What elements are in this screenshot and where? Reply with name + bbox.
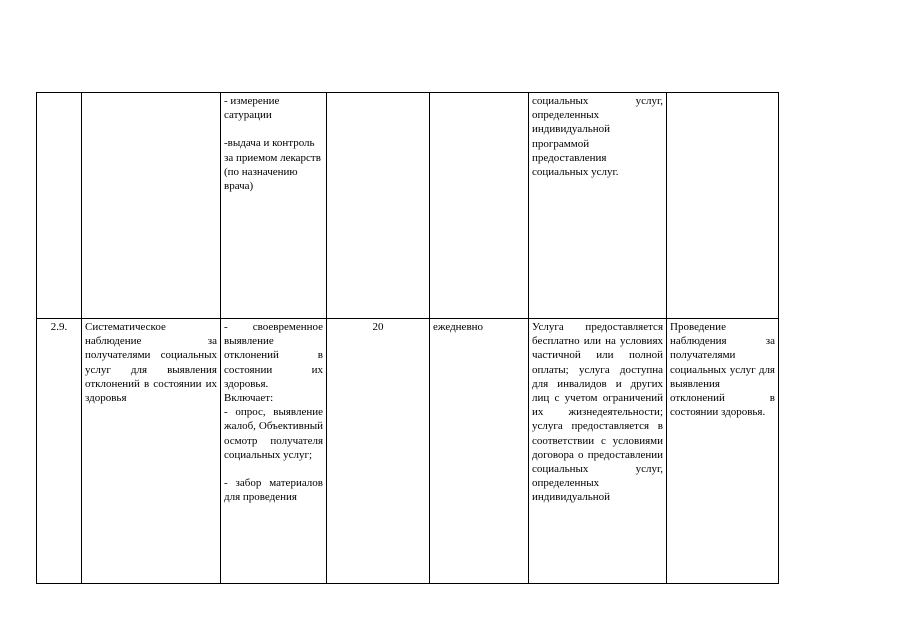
cell-conditions: [529, 319, 667, 584]
result-text: Проведение наблюдения за получателями социальных услуг для выявления отклонений в состоянии здоровья.: [670, 321, 775, 419]
cell-service-name: [82, 319, 221, 584]
table-row-2-9: [37, 319, 779, 584]
cell-service-name: [82, 93, 221, 319]
content-examination: - опрос, выявление жалоб, Объективный осмотр получателя социальных услуг;: [224, 406, 323, 461]
content-sampling: - забор материалов для проведения: [224, 477, 323, 504]
cell-service-content: [221, 319, 327, 584]
content-saturation: - измерение сатурации: [224, 95, 280, 122]
table-row-continued: [37, 93, 779, 319]
services-table: [36, 92, 779, 584]
content-medication: -выдача и контроль за приемом лекарств (по назначению врача): [224, 137, 321, 193]
service-number: 2.9.: [50, 321, 68, 333]
conditions-text: Услуга предоставляется бесплатно или на условиях частичной или полной оплаты; услуга доступна для инвалидов и других лиц с учетом ограничений их жизнедеятельности; услуга предоставляется в соответствии с условиями договора о предоставлении социальных услуг, определенных индивидуальной: [532, 321, 663, 504]
content-includes: Включает:: [224, 392, 274, 405]
cell-number: [37, 319, 82, 584]
cell-service-content: [221, 93, 327, 319]
cell-conditions: [529, 93, 667, 319]
cell-number: [37, 93, 82, 319]
service-name: Систематическое наблюдение за получателями социальных услуг для выявления отклонений в состоянии их здоровья: [85, 321, 217, 405]
conditions-text: социальных услуг, определенных индивидуальной программой предоставления социальных услуг.: [532, 95, 663, 179]
cell-periodicity: [430, 319, 529, 584]
cell-periodicity: [430, 93, 529, 319]
service-periodicity: ежедневно: [433, 321, 484, 333]
cell-result: [667, 319, 779, 584]
content-detection: - своевременное выявление отклонений в состоянии их здоровья.: [224, 321, 323, 390]
cell-volume: [327, 319, 430, 584]
service-volume: 20: [372, 321, 384, 333]
cell-volume: [327, 93, 430, 319]
cell-result: [667, 93, 779, 319]
